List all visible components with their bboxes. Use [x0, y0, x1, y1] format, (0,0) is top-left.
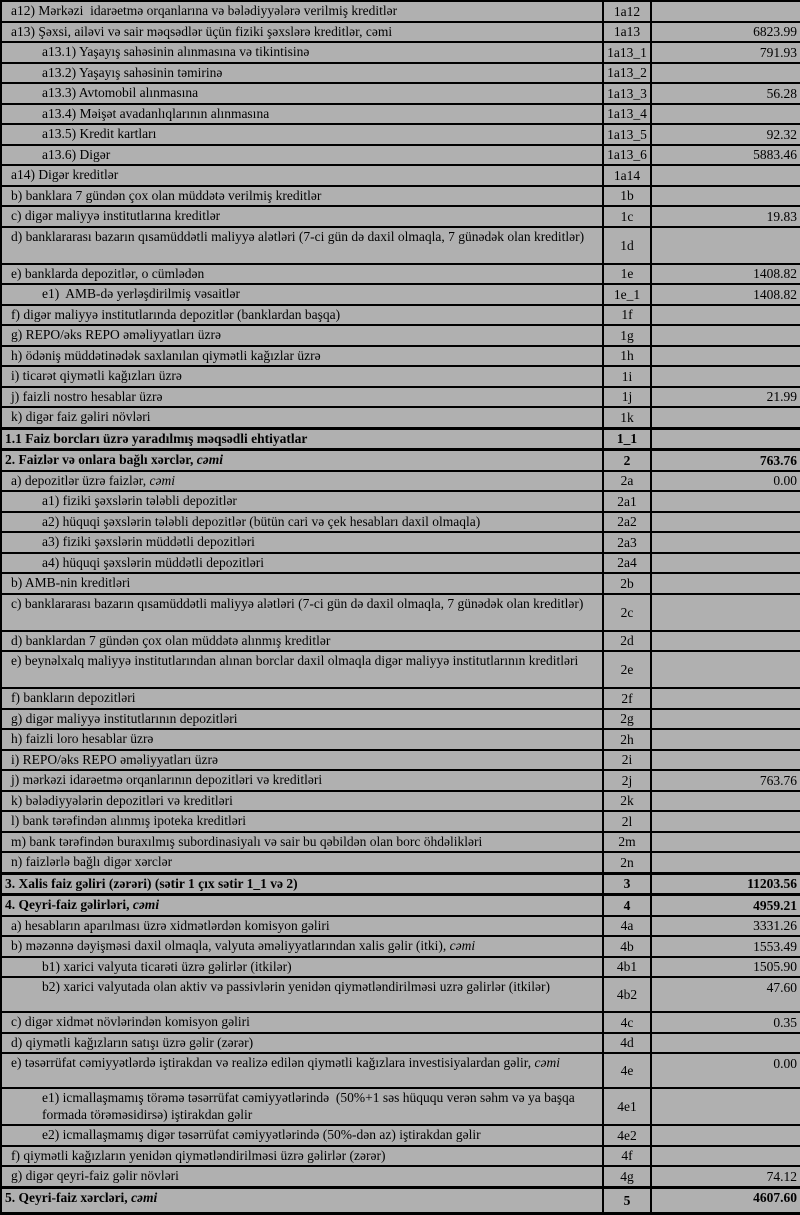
- table-row: [1, 832, 800, 853]
- table-body: [1, 1, 800, 1213]
- row-code: 4d: [603, 1033, 651, 1054]
- row-description: [1, 594, 603, 631]
- table-row: [1, 428, 800, 450]
- row-description: [1, 977, 603, 1012]
- row-label: a4) hüquqi şəxslərin müddətli depozitləri: [42, 554, 264, 570]
- row-code: 3: [603, 873, 651, 895]
- row-label: k) bələdiyyələrin depozitləri və kreditləri: [11, 792, 233, 808]
- row-value: [651, 165, 800, 186]
- table-row: [1, 22, 800, 43]
- row-code: 1a13_1: [603, 42, 651, 63]
- row-description: [1, 284, 603, 305]
- row-label: b) banklara 7 gündən çox olan müddətə verilmiş kreditlər: [11, 187, 322, 203]
- row-description: [1, 165, 603, 186]
- row-label: i) ticarət qiymətli kağızları üzrə: [11, 368, 182, 383]
- row-label: d) banklardan 7 gündən çox olan müddətə alınmış kreditlər: [11, 632, 331, 648]
- row-code: 1d: [603, 227, 651, 264]
- row-code: 2a: [603, 471, 651, 492]
- row-value: 1505.90: [651, 957, 800, 978]
- row-code: 1a13: [603, 22, 651, 43]
- row-code: 1f: [603, 305, 651, 326]
- row-code: 4c: [603, 1012, 651, 1033]
- row-label: k) digər faiz gəliri növləri: [11, 409, 151, 424]
- row-code: 2b: [603, 573, 651, 594]
- row-label: a1) fiziki şəxslərin tələbli depozitlər: [42, 493, 237, 508]
- row-label: m) bank tərəfindən buraxılmış subordinasiyalı və sair bu qəbildən olan borc öhdəlikləri: [11, 833, 483, 849]
- row-description: [1, 491, 603, 512]
- row-label: e) beynəlxalq maliyyə institutlarından alınan borclar daxil olmaqla digər maliyyə institutlarının kreditləri: [11, 653, 579, 668]
- row-value: 3331.26: [651, 916, 800, 937]
- row-code: 2n: [603, 852, 651, 873]
- row-description: [1, 1, 603, 22]
- row-label: a3) fiziki şəxslərin müddətli depozitləri: [42, 534, 255, 549]
- row-code: 2m: [603, 832, 651, 853]
- row-description: [1, 895, 603, 916]
- row-value: [651, 832, 800, 853]
- table-row: [1, 471, 800, 492]
- table-row: [1, 1012, 800, 1033]
- row-label: 5. Qeyri-faiz xərcləri,: [5, 1189, 132, 1205]
- row-label: a12) Mərkəzi idarəetmə orqanlarına və bələdiyyələrə verilmiş kreditlər: [11, 3, 398, 18]
- row-description: [1, 573, 603, 594]
- row-value: [651, 594, 800, 631]
- row-label: c) digər maliyyə institutlarına kreditlər: [11, 208, 221, 223]
- row-code: 1a12: [603, 1, 651, 22]
- row-value: [651, 186, 800, 207]
- row-description: [1, 1053, 603, 1088]
- row-description: [1, 832, 603, 853]
- row-description: [1, 936, 603, 957]
- row-description: [1, 512, 603, 533]
- row-value: 21.99: [651, 387, 800, 408]
- row-label: 3. Xalis faiz gəliri (zərəri) (sətir 1 çıx sətir 1_1 və 2): [5, 875, 298, 891]
- table-row: [1, 936, 800, 957]
- table-row: [1, 1187, 800, 1213]
- row-label: n) faizlərlə bağlı digər xərclər: [11, 854, 173, 869]
- row-code: 2h: [603, 729, 651, 750]
- row-label: g) REPO/əks REPO əməliyyatları üzrə: [11, 327, 221, 342]
- row-value: [651, 1146, 800, 1167]
- row-code: 2d: [603, 631, 651, 652]
- row-description: [1, 1125, 603, 1146]
- row-value: [651, 305, 800, 326]
- row-code: 2l: [603, 811, 651, 832]
- row-label: a2) hüquqi şəxslərin tələbli depozitlər (bütün cari və çek hesabları daxil olmaqla): [42, 513, 481, 529]
- row-code: 1a13_5: [603, 124, 651, 145]
- row-value: [651, 729, 800, 750]
- row-code: 1g: [603, 325, 651, 346]
- row-label-italic: cəmi: [132, 897, 160, 912]
- row-description: [1, 957, 603, 978]
- row-description: [1, 145, 603, 166]
- row-description: [1, 729, 603, 750]
- row-code: 1j: [603, 387, 651, 408]
- row-value: 4607.60: [651, 1187, 800, 1213]
- row-label: c) digər xidmət növlərindən komisyon gəliri: [11, 1014, 250, 1029]
- table-row: [1, 957, 800, 978]
- row-value: [651, 63, 800, 84]
- row-label: a) hesabların aparılması üzrə xidmətlərdən komisyon gəliri: [11, 917, 330, 933]
- row-code: 4b2: [603, 977, 651, 1012]
- row-value: [651, 491, 800, 512]
- row-description: [1, 1033, 603, 1054]
- row-label: b1) xarici valyuta ticarəti üzrə gəlirlər (itkilər): [42, 958, 292, 974]
- table-row: [1, 450, 800, 471]
- row-code: 2e: [603, 651, 651, 688]
- table-row: [1, 325, 800, 346]
- row-value: 0.00: [651, 471, 800, 492]
- row-value: 4959.21: [651, 895, 800, 916]
- table-row: [1, 977, 800, 1012]
- row-value: 47.60: [651, 977, 800, 1012]
- row-label-italic: cəmi: [196, 452, 223, 467]
- table-row: [1, 264, 800, 285]
- table-row: [1, 709, 800, 730]
- row-value: 6823.99: [651, 22, 800, 43]
- row-value: 1553.49: [651, 936, 800, 957]
- row-description: [1, 852, 603, 873]
- row-description: [1, 1012, 603, 1033]
- row-value: [651, 346, 800, 367]
- row-code: 1b: [603, 186, 651, 207]
- row-value: [651, 709, 800, 730]
- row-value: 19.83: [651, 206, 800, 227]
- row-description: [1, 227, 603, 264]
- table-row: [1, 791, 800, 812]
- row-label: a13.4) Məişət avadanlıqlarının alınmasına: [42, 105, 270, 121]
- row-code: 1a13_4: [603, 104, 651, 125]
- row-code: 2a1: [603, 491, 651, 512]
- row-value: 791.93: [651, 42, 800, 63]
- row-label: e) təsərrüfat cəmiyyətlərdə iştirakdan və realizə edilən qiymətli kağızlara investisiyalardan gəlir,: [11, 1055, 535, 1070]
- row-value: 5883.46: [651, 145, 800, 166]
- table-row: [1, 104, 800, 125]
- row-value: [651, 573, 800, 594]
- row-label-italic: cəmi: [449, 938, 476, 953]
- row-label: f) digər maliyyə institutlarında depozitlər (banklardan başqa): [11, 306, 341, 322]
- table-row: [1, 594, 800, 631]
- table-row: [1, 1, 800, 22]
- row-label: c) banklararası bazarın qısamüddətli maliyyə alətləri (7-ci gün də daxil olmaqla, 7 günədək olan kreditlər): [11, 595, 584, 611]
- row-label: a13.5) Kredit kartları: [42, 126, 157, 141]
- table-row: [1, 1053, 800, 1088]
- table-row: [1, 631, 800, 652]
- row-label: g) digər qeyri-faiz gəlir növləri: [11, 1168, 179, 1183]
- row-code: 1a13_6: [603, 145, 651, 166]
- row-description: [1, 770, 603, 791]
- row-label: b) məzənnə dəyişməsi daxil olmaqla, valyuta əməliyyatlarından xalis gəlir (itki),: [11, 938, 450, 953]
- row-description: [1, 873, 603, 895]
- row-label: a13) Şəxsi, ailəvi və sair məqsədlər üçün fiziki şəxslərə kreditlər, cəmi: [11, 23, 393, 39]
- row-value: [651, 1125, 800, 1146]
- row-label: h) ödəniş müddətinədək saxlanılan qiymətli kağızlar üzrə: [11, 347, 321, 363]
- row-code: 2g: [603, 709, 651, 730]
- row-description: [1, 1187, 603, 1213]
- row-code: 4e: [603, 1053, 651, 1088]
- row-description: [1, 688, 603, 709]
- row-code: 4b: [603, 936, 651, 957]
- row-label: e1) AMB-də yerləşdirilmiş vəsaitlər: [42, 286, 240, 301]
- table-row: [1, 573, 800, 594]
- table-row: [1, 366, 800, 387]
- row-value: 56.28: [651, 83, 800, 104]
- row-description: [1, 532, 603, 553]
- row-label: e2) icmallaşmamış digər təsərrüfat cəmiyyətlərində (50%-dən az) iştirakdan gəlir: [42, 1127, 481, 1142]
- table-row: [1, 145, 800, 166]
- row-description: [1, 83, 603, 104]
- row-code: 4e2: [603, 1125, 651, 1146]
- row-label: b) AMB-nin kreditləri: [11, 575, 131, 590]
- row-code: 2j: [603, 770, 651, 791]
- row-code: 1a13_3: [603, 83, 651, 104]
- row-code: 2k: [603, 791, 651, 812]
- row-description: [1, 124, 603, 145]
- row-value: [651, 366, 800, 387]
- table-row: [1, 407, 800, 428]
- row-value: 1408.82: [651, 284, 800, 305]
- row-value: [651, 553, 800, 574]
- row-description: [1, 916, 603, 937]
- row-label: a13.2) Yaşayış sahəsinin təmirinə: [42, 64, 223, 80]
- table-row: [1, 227, 800, 264]
- row-label-italic: cəmi: [149, 472, 175, 488]
- row-code: 1e: [603, 264, 651, 285]
- row-value: [651, 791, 800, 812]
- row-value: [651, 651, 800, 688]
- row-description: [1, 387, 603, 408]
- row-label: a14) Digər kreditlər: [11, 167, 119, 182]
- table-row: [1, 124, 800, 145]
- table-row: [1, 387, 800, 408]
- row-label: 1.1 Faiz borcları üzrə yaradılmış məqsədli ehtiyatlar: [5, 430, 308, 446]
- row-code: 1k: [603, 407, 651, 428]
- row-code: 2a3: [603, 532, 651, 553]
- row-code: 1e_1: [603, 284, 651, 305]
- row-value: [651, 688, 800, 709]
- row-code: 4: [603, 895, 651, 916]
- row-code: 1c: [603, 206, 651, 227]
- row-value: [651, 631, 800, 652]
- row-description: [1, 305, 603, 326]
- row-label: i) REPO/əks REPO əməliyyatları üzrə: [11, 751, 218, 767]
- row-description: [1, 63, 603, 84]
- table-row: [1, 811, 800, 832]
- row-label: j) faizli nostro hesablar üzrə: [11, 388, 163, 404]
- row-value: 1408.82: [651, 264, 800, 285]
- row-description: [1, 186, 603, 207]
- row-description: [1, 791, 603, 812]
- row-label: e) banklarda depozitlər, o cümlədən: [11, 265, 205, 281]
- row-value: [651, 750, 800, 771]
- table-row: [1, 186, 800, 207]
- row-value: [651, 407, 800, 428]
- row-description: [1, 407, 603, 428]
- row-description: [1, 553, 603, 574]
- table-row: [1, 305, 800, 326]
- row-code: 2f: [603, 688, 651, 709]
- row-code: 1a14: [603, 165, 651, 186]
- table-row: [1, 553, 800, 574]
- table-row: [1, 1125, 800, 1146]
- row-value: [651, 325, 800, 346]
- row-description: [1, 1088, 603, 1125]
- table-row: [1, 873, 800, 895]
- table-row: [1, 729, 800, 750]
- table-row: [1, 916, 800, 937]
- row-code: 5: [603, 1187, 651, 1213]
- row-description: [1, 366, 603, 387]
- table-row: [1, 1033, 800, 1054]
- table-row: [1, 852, 800, 873]
- row-description: [1, 206, 603, 227]
- row-value: 0.35: [651, 1012, 800, 1033]
- row-description: [1, 471, 603, 492]
- row-code: 4e1: [603, 1088, 651, 1125]
- row-value: 0.00: [651, 1053, 800, 1088]
- row-description: [1, 42, 603, 63]
- row-label: b2) xarici valyutada olan aktiv və passivlərin yenidən qiymətləndirilməsi uzrə gəlirlər (itkilər): [42, 979, 550, 994]
- row-value: [651, 532, 800, 553]
- table-row: [1, 491, 800, 512]
- row-value: 11203.56: [651, 873, 800, 895]
- row-value: [651, 811, 800, 832]
- table-row: [1, 1146, 800, 1167]
- row-code: 2: [603, 450, 651, 471]
- row-value: [651, 512, 800, 533]
- row-description: [1, 750, 603, 771]
- row-code: 4g: [603, 1166, 651, 1187]
- row-label: g) digər maliyyə institutlarının depozitləri: [11, 710, 238, 726]
- row-description: [1, 104, 603, 125]
- row-value: 92.32: [651, 124, 800, 145]
- row-label: j) mərkəzi idarəetmə orqanlarının depozitləri və kreditləri: [11, 772, 323, 787]
- row-label: h) faizli loro hesablar üzrə: [11, 731, 154, 746]
- row-description: [1, 325, 603, 346]
- row-code: 2a2: [603, 512, 651, 533]
- row-description: [1, 709, 603, 730]
- table-row: [1, 532, 800, 553]
- row-value: 74.12: [651, 1166, 800, 1187]
- table-row: [1, 750, 800, 771]
- row-code: 4a: [603, 916, 651, 937]
- row-label: a) depozitlər üzrə faizlər,: [11, 472, 150, 488]
- row-code: 2a4: [603, 553, 651, 574]
- row-code: 2i: [603, 750, 651, 771]
- row-value: [651, 227, 800, 264]
- table-row: [1, 42, 800, 63]
- row-label: d) qiymətli kağızların satışı üzrə gəlir (zərər): [11, 1034, 254, 1050]
- row-code: 4f: [603, 1146, 651, 1167]
- row-value: 763.76: [651, 770, 800, 791]
- row-code: 1a13_2: [603, 63, 651, 84]
- row-description: [1, 346, 603, 367]
- table-row: [1, 346, 800, 367]
- table-row: [1, 1088, 800, 1125]
- row-label: e1) icmallaşmamış törəmə təsərrüfat cəmiyyətlərində (50%+1 səs hüququ verən səhm və ya başqa formada törəməsidirsə) iştirakdan gəlir: [42, 1090, 579, 1122]
- table-row: [1, 63, 800, 84]
- row-description: [1, 428, 603, 450]
- row-value: [651, 1088, 800, 1125]
- row-description: [1, 811, 603, 832]
- row-label: l) bank tərəfindən alınmış ipoteka kreditləri: [11, 813, 247, 828]
- row-label: a13.6) Digər: [42, 146, 111, 162]
- row-code: 1_1: [603, 428, 651, 450]
- row-label: 2. Faizlər və onlara bağlı xərclər,: [5, 452, 197, 467]
- row-description: [1, 264, 603, 285]
- table-row: [1, 770, 800, 791]
- row-code: 1i: [603, 366, 651, 387]
- row-description: [1, 22, 603, 43]
- row-code: 4b1: [603, 957, 651, 978]
- table-row: [1, 165, 800, 186]
- row-code: 1h: [603, 346, 651, 367]
- row-description: [1, 1146, 603, 1167]
- table-row: [1, 651, 800, 688]
- row-value: [651, 1033, 800, 1054]
- table-row: [1, 206, 800, 227]
- row-label: d) banklararası bazarın qısamüddətli maliyyə alətləri (7-ci gün də daxil olmaqla, 7 günədək olan kreditlər): [11, 228, 585, 244]
- row-label: f) qiymətli kağızların yenidən qiymətləndirilməsi üzrə gəlirlər (zərər): [11, 1147, 386, 1163]
- row-code: 2c: [603, 594, 651, 631]
- table-row: [1, 512, 800, 533]
- row-description: [1, 450, 603, 471]
- row-label: 4. Qeyri-faiz gəlirləri,: [5, 897, 133, 912]
- row-value: [651, 428, 800, 450]
- table-row: [1, 895, 800, 916]
- row-value: [651, 104, 800, 125]
- row-value: 763.76: [651, 450, 800, 471]
- row-label: a13.3) Avtomobil alınmasına: [42, 85, 199, 100]
- row-description: [1, 651, 603, 688]
- row-value: [651, 852, 800, 873]
- table-row: [1, 284, 800, 305]
- row-label: f) bankların depozitləri: [11, 690, 136, 705]
- row-description: [1, 631, 603, 652]
- table-row: [1, 83, 800, 104]
- row-value: [651, 1, 800, 22]
- table-row: [1, 688, 800, 709]
- row-label-italic: cəmi: [131, 1189, 158, 1205]
- row-label-italic: cəmi: [534, 1055, 560, 1070]
- row-label: a13.1) Yaşayış sahəsinin alınmasına və tikintisinə: [42, 44, 310, 59]
